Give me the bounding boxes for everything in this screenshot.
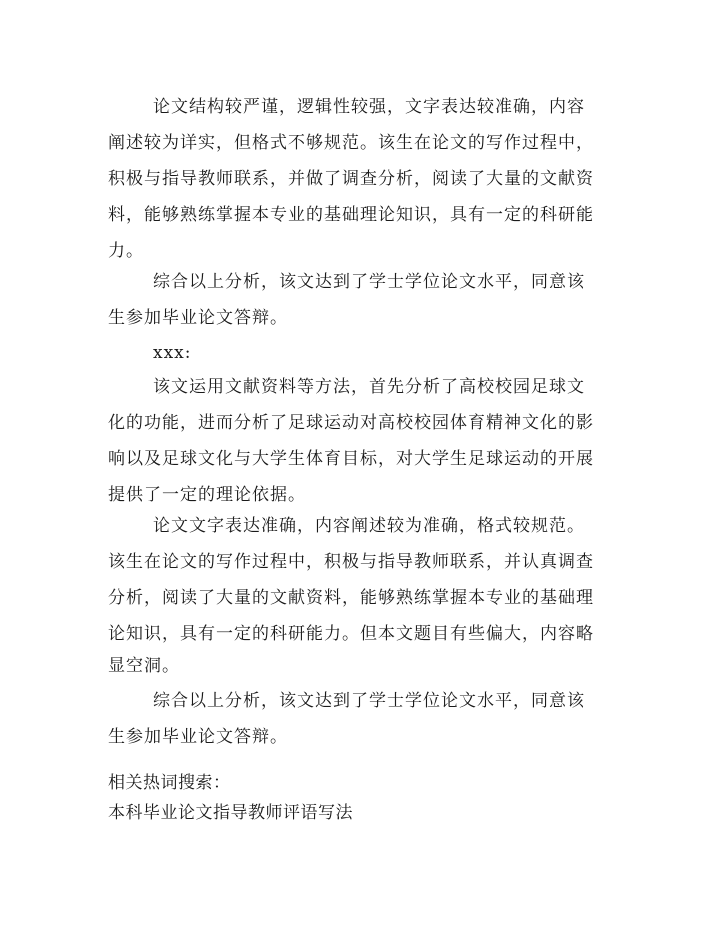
paragraph-line: 化的功能，进而分析了足球运动对高校校园体育精神文化的影 — [108, 413, 594, 433]
paragraph-line: 生参加毕业论文答辩。 — [108, 727, 288, 747]
paragraph-line: 综合以上分析，该文达到了学士学位论文水平，同意该 — [153, 272, 585, 292]
paragraph-line: 显空洞。 — [108, 656, 180, 676]
paragraph-line: 积极与指导教师联系，并做了调查分析，阅读了大量的文献资 — [108, 169, 594, 189]
paragraph-line: 力。 — [108, 241, 144, 261]
teacher-label: xxx: — [153, 343, 192, 363]
paragraph-line: 阐述较为详实，但格式不够规范。该生在论文的写作过程中， — [108, 133, 594, 153]
paragraph-line: 提供了一定的理论依据。 — [108, 485, 306, 505]
paragraph-line: 综合以上分析，该文达到了学士学位论文水平，同意该 — [153, 691, 585, 711]
related-keyword-link[interactable]: 本科毕业论文指导教师评语写法 — [108, 803, 353, 823]
paragraph-line: 该文运用文献资料等方法，首先分析了高校校园足球文 — [153, 377, 585, 397]
paragraph-line: 论知识，具有一定的科研能力。但本文题目有些偏大，内容略 — [108, 624, 594, 644]
paragraph-line: 论文文字表达准确，内容阐述较为准确，格式较规范。 — [153, 516, 585, 536]
paragraph-line: 响以及足球文化与大学生体育目标，对大学生足球运动的开展 — [108, 449, 594, 469]
paragraph-line: 分析，阅读了大量的文献资料，能够熟练掌握本专业的基础理 — [108, 588, 594, 608]
paragraph-line: 该生在论文的写作过程中，积极与指导教师联系，并认真调查 — [108, 552, 594, 572]
paragraph-line: 论文结构较严谨，逻辑性较强，文字表达较准确，内容 — [153, 97, 585, 117]
paragraph-line: 料，能够熟练掌握本专业的基础理论知识，具有一定的科研能 — [108, 205, 594, 225]
paragraph-line: 生参加毕业论文答辩。 — [108, 308, 288, 328]
related-label: 相关热词搜索： — [108, 773, 231, 793]
